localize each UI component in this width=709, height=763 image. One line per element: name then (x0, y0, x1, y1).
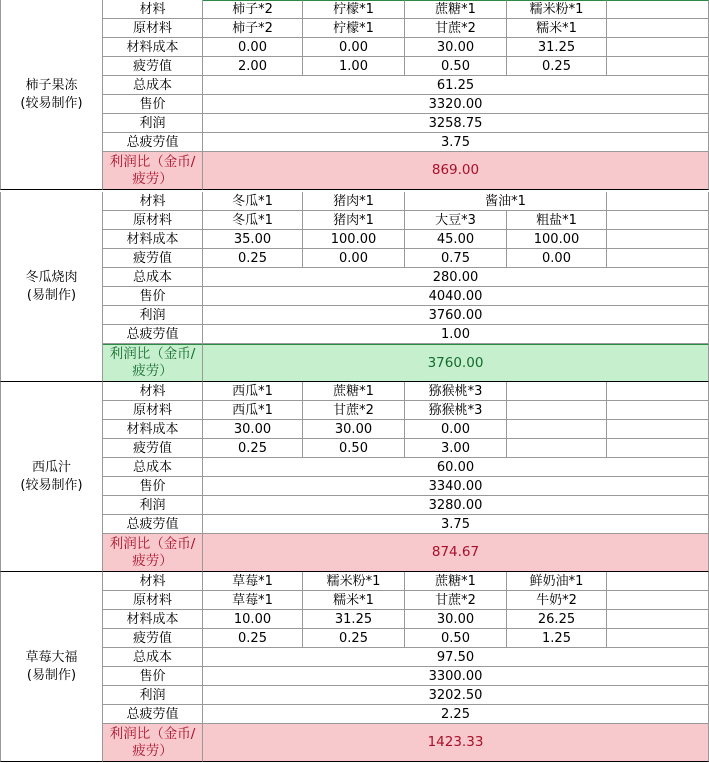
row-label: 疲劳值 (103, 249, 203, 268)
profit-cell[interactable]: 3258.75 (203, 114, 709, 133)
fatigue-cell[interactable] (507, 439, 607, 458)
row-label: 总疲劳值 (103, 515, 203, 534)
profit-ratio-cell[interactable]: 1423.33 (203, 724, 709, 762)
raw-material-cell[interactable]: 糯米*1 (507, 19, 607, 38)
row-label: 总成本 (103, 458, 203, 477)
price-cell[interactable]: 3300.00 (203, 667, 709, 686)
material-cell[interactable]: 蔗糖*1 (405, 572, 507, 591)
material-cell[interactable]: 蔗糖*1 (405, 0, 507, 19)
material-cost-cell[interactable]: 10.00 (203, 610, 303, 629)
fatigue-cell[interactable] (607, 249, 709, 268)
row-label: 材料 (103, 192, 203, 211)
row-label: 材料 (103, 382, 203, 401)
fatigue-cell[interactable]: 0.25 (203, 439, 303, 458)
total-cost-cell[interactable]: 280.00 (203, 268, 709, 287)
price-cell[interactable]: 4040.00 (203, 287, 709, 306)
row-label: 原材料 (103, 591, 203, 610)
fatigue-cell[interactable]: 1.25 (507, 629, 607, 648)
row-label: 材料成本 (103, 420, 203, 439)
material-cell[interactable]: 糯米粉*1 (303, 572, 405, 591)
material-cost-cell[interactable]: 30.00 (203, 420, 303, 439)
raw-material-cell[interactable]: 冬瓜*1 (203, 211, 303, 230)
material-cost-cell[interactable]: 31.25 (303, 610, 405, 629)
raw-material-cell[interactable]: 柠檬*1 (303, 19, 405, 38)
row-label: 原材料 (103, 19, 203, 38)
fatigue-cell[interactable]: 0.50 (405, 57, 507, 76)
total-fatigue-cell[interactable]: 1.00 (203, 325, 709, 344)
row-label: 材料 (103, 572, 203, 591)
recipe-name-cell[interactable]: 草莓大福 (易制作) (0, 572, 103, 762)
raw-material-cell[interactable] (607, 19, 709, 38)
raw-material-cell[interactable]: 甘蔗*2 (303, 401, 405, 420)
raw-material-cell[interactable] (607, 401, 709, 420)
material-cost-cell[interactable]: 31.25 (507, 38, 607, 57)
raw-material-cell[interactable] (607, 591, 709, 610)
raw-material-cell[interactable]: 猕猴桃*3 (405, 401, 507, 420)
profit-cell[interactable]: 3760.00 (203, 306, 709, 325)
material-cell[interactable]: 草莓*1 (203, 572, 303, 591)
raw-material-cell[interactable] (607, 211, 709, 230)
material-cell[interactable]: 鲜奶油*1 (507, 572, 607, 591)
material-cell[interactable]: 冬瓜*1 (203, 192, 303, 211)
raw-material-cell[interactable]: 柿子*2 (203, 19, 303, 38)
row-label: 疲劳值 (103, 629, 203, 648)
fatigue-cell[interactable]: 0.50 (405, 629, 507, 648)
row-label: 利润比（金币/疲劳） (103, 724, 203, 762)
material-cost-cell[interactable]: 100.00 (507, 230, 607, 249)
row-label: 疲劳值 (103, 439, 203, 458)
fatigue-cell[interactable]: 3.00 (405, 439, 507, 458)
material-cell[interactable] (507, 382, 607, 401)
row-label: 利润 (103, 114, 203, 133)
material-cost-cell[interactable] (607, 610, 709, 629)
recipe-name-cell[interactable]: 柿子果冻 (较易制作) (0, 0, 103, 190)
fatigue-cell[interactable] (607, 629, 709, 648)
row-label: 原材料 (103, 211, 203, 230)
material-cost-cell[interactable]: 0.00 (303, 38, 405, 57)
raw-material-cell[interactable]: 西瓜*1 (203, 401, 303, 420)
fatigue-cell[interactable]: 1.00 (303, 57, 405, 76)
row-label: 疲劳值 (103, 57, 203, 76)
fatigue-cell[interactable]: 2.00 (203, 57, 303, 76)
fatigue-cell[interactable]: 0.75 (405, 249, 507, 268)
raw-material-cell[interactable]: 粗盐*1 (507, 211, 607, 230)
material-cost-cell[interactable]: 0.00 (203, 38, 303, 57)
material-cost-cell[interactable] (607, 38, 709, 57)
material-cost-cell[interactable]: 100.00 (303, 230, 405, 249)
total-fatigue-cell[interactable]: 2.25 (203, 705, 709, 724)
material-cell[interactable]: 酱油*1 (405, 192, 607, 211)
row-label: 利润 (103, 306, 203, 325)
material-cell[interactable] (607, 192, 709, 211)
fatigue-cell[interactable]: 0.00 (507, 249, 607, 268)
material-cost-cell[interactable] (607, 420, 709, 439)
row-label: 利润比（金币/疲劳） (103, 344, 203, 382)
total-cost-cell[interactable]: 61.25 (203, 76, 709, 95)
raw-material-cell[interactable]: 糯米*1 (303, 591, 405, 610)
material-cost-cell[interactable]: 30.00 (303, 420, 405, 439)
material-cost-cell[interactable]: 35.00 (203, 230, 303, 249)
raw-material-cell[interactable]: 大豆*3 (405, 211, 507, 230)
fatigue-cell[interactable]: 0.25 (507, 57, 607, 76)
material-cost-cell[interactable]: 26.25 (507, 610, 607, 629)
row-label: 原材料 (103, 401, 203, 420)
row-label: 售价 (103, 477, 203, 496)
raw-material-cell[interactable]: 甘蔗*2 (405, 19, 507, 38)
recipe-name-cell[interactable]: 西瓜汁 (较易制作) (0, 382, 103, 572)
row-label: 总疲劳值 (103, 325, 203, 344)
row-label: 总成本 (103, 76, 203, 95)
row-label: 总疲劳值 (103, 705, 203, 724)
material-cost-cell[interactable]: 45.00 (405, 230, 507, 249)
material-cell[interactable] (607, 382, 709, 401)
row-label: 总疲劳值 (103, 133, 203, 152)
row-label: 总成本 (103, 648, 203, 667)
total-cost-cell[interactable]: 97.50 (203, 648, 709, 667)
material-cell[interactable]: 西瓜*1 (203, 382, 303, 401)
price-cell[interactable]: 3320.00 (203, 95, 709, 114)
row-label: 材料成本 (103, 230, 203, 249)
row-label: 利润比（金币/疲劳） (103, 534, 203, 572)
material-cell[interactable]: 猕猴桃*3 (405, 382, 507, 401)
fatigue-cell[interactable]: 0.25 (203, 249, 303, 268)
fatigue-cell[interactable] (607, 57, 709, 76)
material-cell[interactable]: 柠檬*1 (303, 0, 405, 19)
raw-material-cell[interactable]: 牛奶*2 (507, 591, 607, 610)
row-label: 利润比（金币/疲劳） (103, 152, 203, 190)
material-cost-cell[interactable]: 0.00 (405, 420, 507, 439)
profit-cell[interactable]: 3280.00 (203, 496, 709, 515)
total-fatigue-cell[interactable]: 3.75 (203, 133, 709, 152)
raw-material-cell[interactable] (507, 401, 607, 420)
row-label: 总成本 (103, 268, 203, 287)
price-cell[interactable]: 3340.00 (203, 477, 709, 496)
raw-material-cell[interactable]: 甘蔗*2 (405, 591, 507, 610)
material-cell[interactable] (607, 0, 709, 19)
material-cell[interactable]: 蔗糖*1 (303, 382, 405, 401)
total-fatigue-cell[interactable]: 3.75 (203, 515, 709, 534)
raw-material-cell[interactable]: 猪肉*1 (303, 211, 405, 230)
material-cell[interactable] (607, 572, 709, 591)
fatigue-cell[interactable] (607, 439, 709, 458)
row-label: 材料 (103, 0, 203, 19)
raw-material-cell[interactable]: 草莓*1 (203, 591, 303, 610)
row-label: 材料成本 (103, 38, 203, 57)
fatigue-cell[interactable]: 0.25 (303, 629, 405, 648)
row-label: 利润 (103, 496, 203, 515)
fatigue-cell[interactable]: 0.00 (303, 249, 405, 268)
row-label: 售价 (103, 667, 203, 686)
total-cost-cell[interactable]: 60.00 (203, 458, 709, 477)
material-cell[interactable]: 糯米粉*1 (507, 0, 607, 19)
material-cost-cell[interactable]: 30.00 (405, 38, 507, 57)
profit-ratio-cell[interactable]: 3760.00 (203, 344, 709, 382)
recipe-name-cell[interactable]: 冬瓜烧肉 (易制作) (0, 192, 103, 382)
fatigue-cell[interactable]: 0.50 (303, 439, 405, 458)
profit-ratio-cell[interactable]: 874.67 (203, 534, 709, 572)
row-label: 售价 (103, 287, 203, 306)
fatigue-cell[interactable]: 0.25 (203, 629, 303, 648)
profit-ratio-cell[interactable]: 869.00 (203, 152, 709, 190)
material-cell[interactable]: 猪肉*1 (303, 192, 405, 211)
material-cell[interactable]: 柿子*2 (203, 0, 303, 19)
row-label: 售价 (103, 95, 203, 114)
material-cost-cell[interactable] (507, 420, 607, 439)
material-cost-cell[interactable] (607, 230, 709, 249)
material-cost-cell[interactable]: 30.00 (405, 610, 507, 629)
row-label: 材料成本 (103, 610, 203, 629)
profit-cell[interactable]: 3202.50 (203, 686, 709, 705)
row-label: 利润 (103, 686, 203, 705)
